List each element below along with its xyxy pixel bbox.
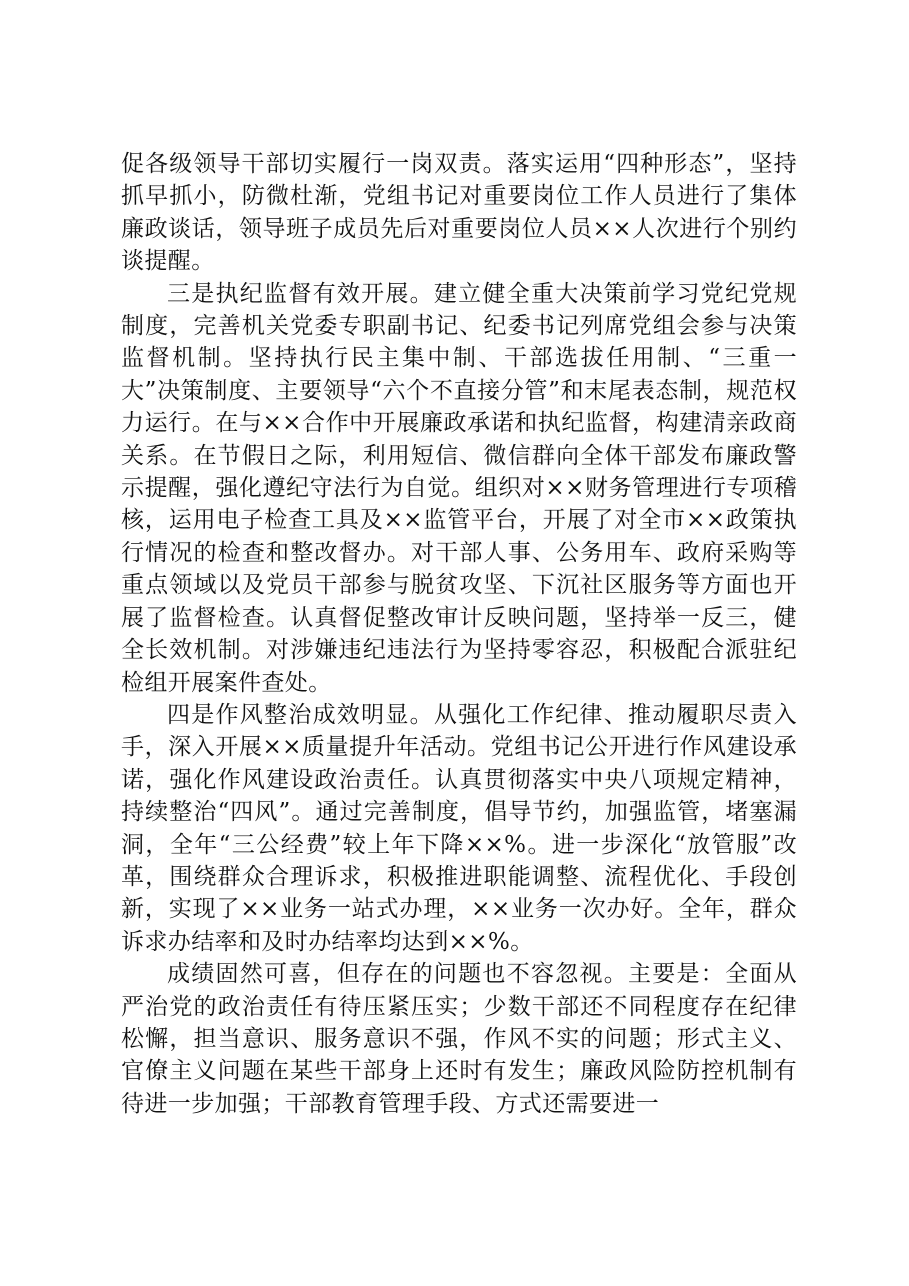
paragraph-problems: 成绩固然可喜，但存在的问题也不容忽视。主要是：全面从严治党的政治责任有待压紧压实；少数干部还不同程度存在纪律松懈，担当意识、服务意识不强，作风不实的问题；形式主义、官僚主义问题在某些干部身上还时有发生；廉政风险防控机制有待进一步加强；干部教育管理手段、方式还需要进一 (121, 961, 797, 1117)
document-body (121, 148, 797, 1120)
paragraph-discipline-supervision: 三是执纪监督有效开展。建立健全重大决策前学习党纪党规制度，完善机关党委专职副书记、纪委书记列席党组会参与决策监督机制。坚持执行民主集中制、干部选拔任用制、“三重一大”决策制度、主要领导“六个不直接分管”和末尾表态制，规范权力运行。在与××合作中开展廉政承诺和执纪监督，构建清亲政商关系。在节假日之际，利用短信、微信群向全体干部发布廉政警示提醒，强化遵纪守法行为自觉。组织对××财务管理进行专项稽核，运用电子检查工具及××监管平台，开展了对全市××政策执行情况的检查和整改督办。对干部人事、公务用车、政府采购等重点领域以及党员干部参与脱贫攻坚、下沉社区服务等方面也开展了监督检查。认真督促整改审计反映问题，坚持举一反三，健全长效机制。对涉嫌违纪违法行为坚持零容忍，积极配合派驻纪检组开展案件查处。 (121, 280, 797, 696)
paragraph-continuation: 促各级领导干部切实履行一岗双责。落实运用“四种形态”，坚持抓早抓小，防微杜渐，党组书记对重要岗位工作人员进行了集体廉政谈话，领导班子成员先后对重要岗位人员××人次进行个别约谈提醒。 (121, 151, 797, 275)
paragraph-work-style: 四是作风整治成效明显。从强化工作纪律、推动履职尽责入手，深入开展××质量提升年活动。党组书记公开进行作风建设承诺，强化作风建设政治责任。认真贯彻落实中央八项规定精神，持续整治“四风”。通过完善制度，倡导节约，加强监管，堵塞漏洞，全年“三公经费”较上年下降××%。进一步深化“放管服”改革，围绕群众合理诉求，积极推进职能调整、流程优化、手段创新，实现了××业务一站式办理，××业务一次办好。全年，群众诉求办结率和及时办结率均达到××%。 (121, 701, 797, 955)
